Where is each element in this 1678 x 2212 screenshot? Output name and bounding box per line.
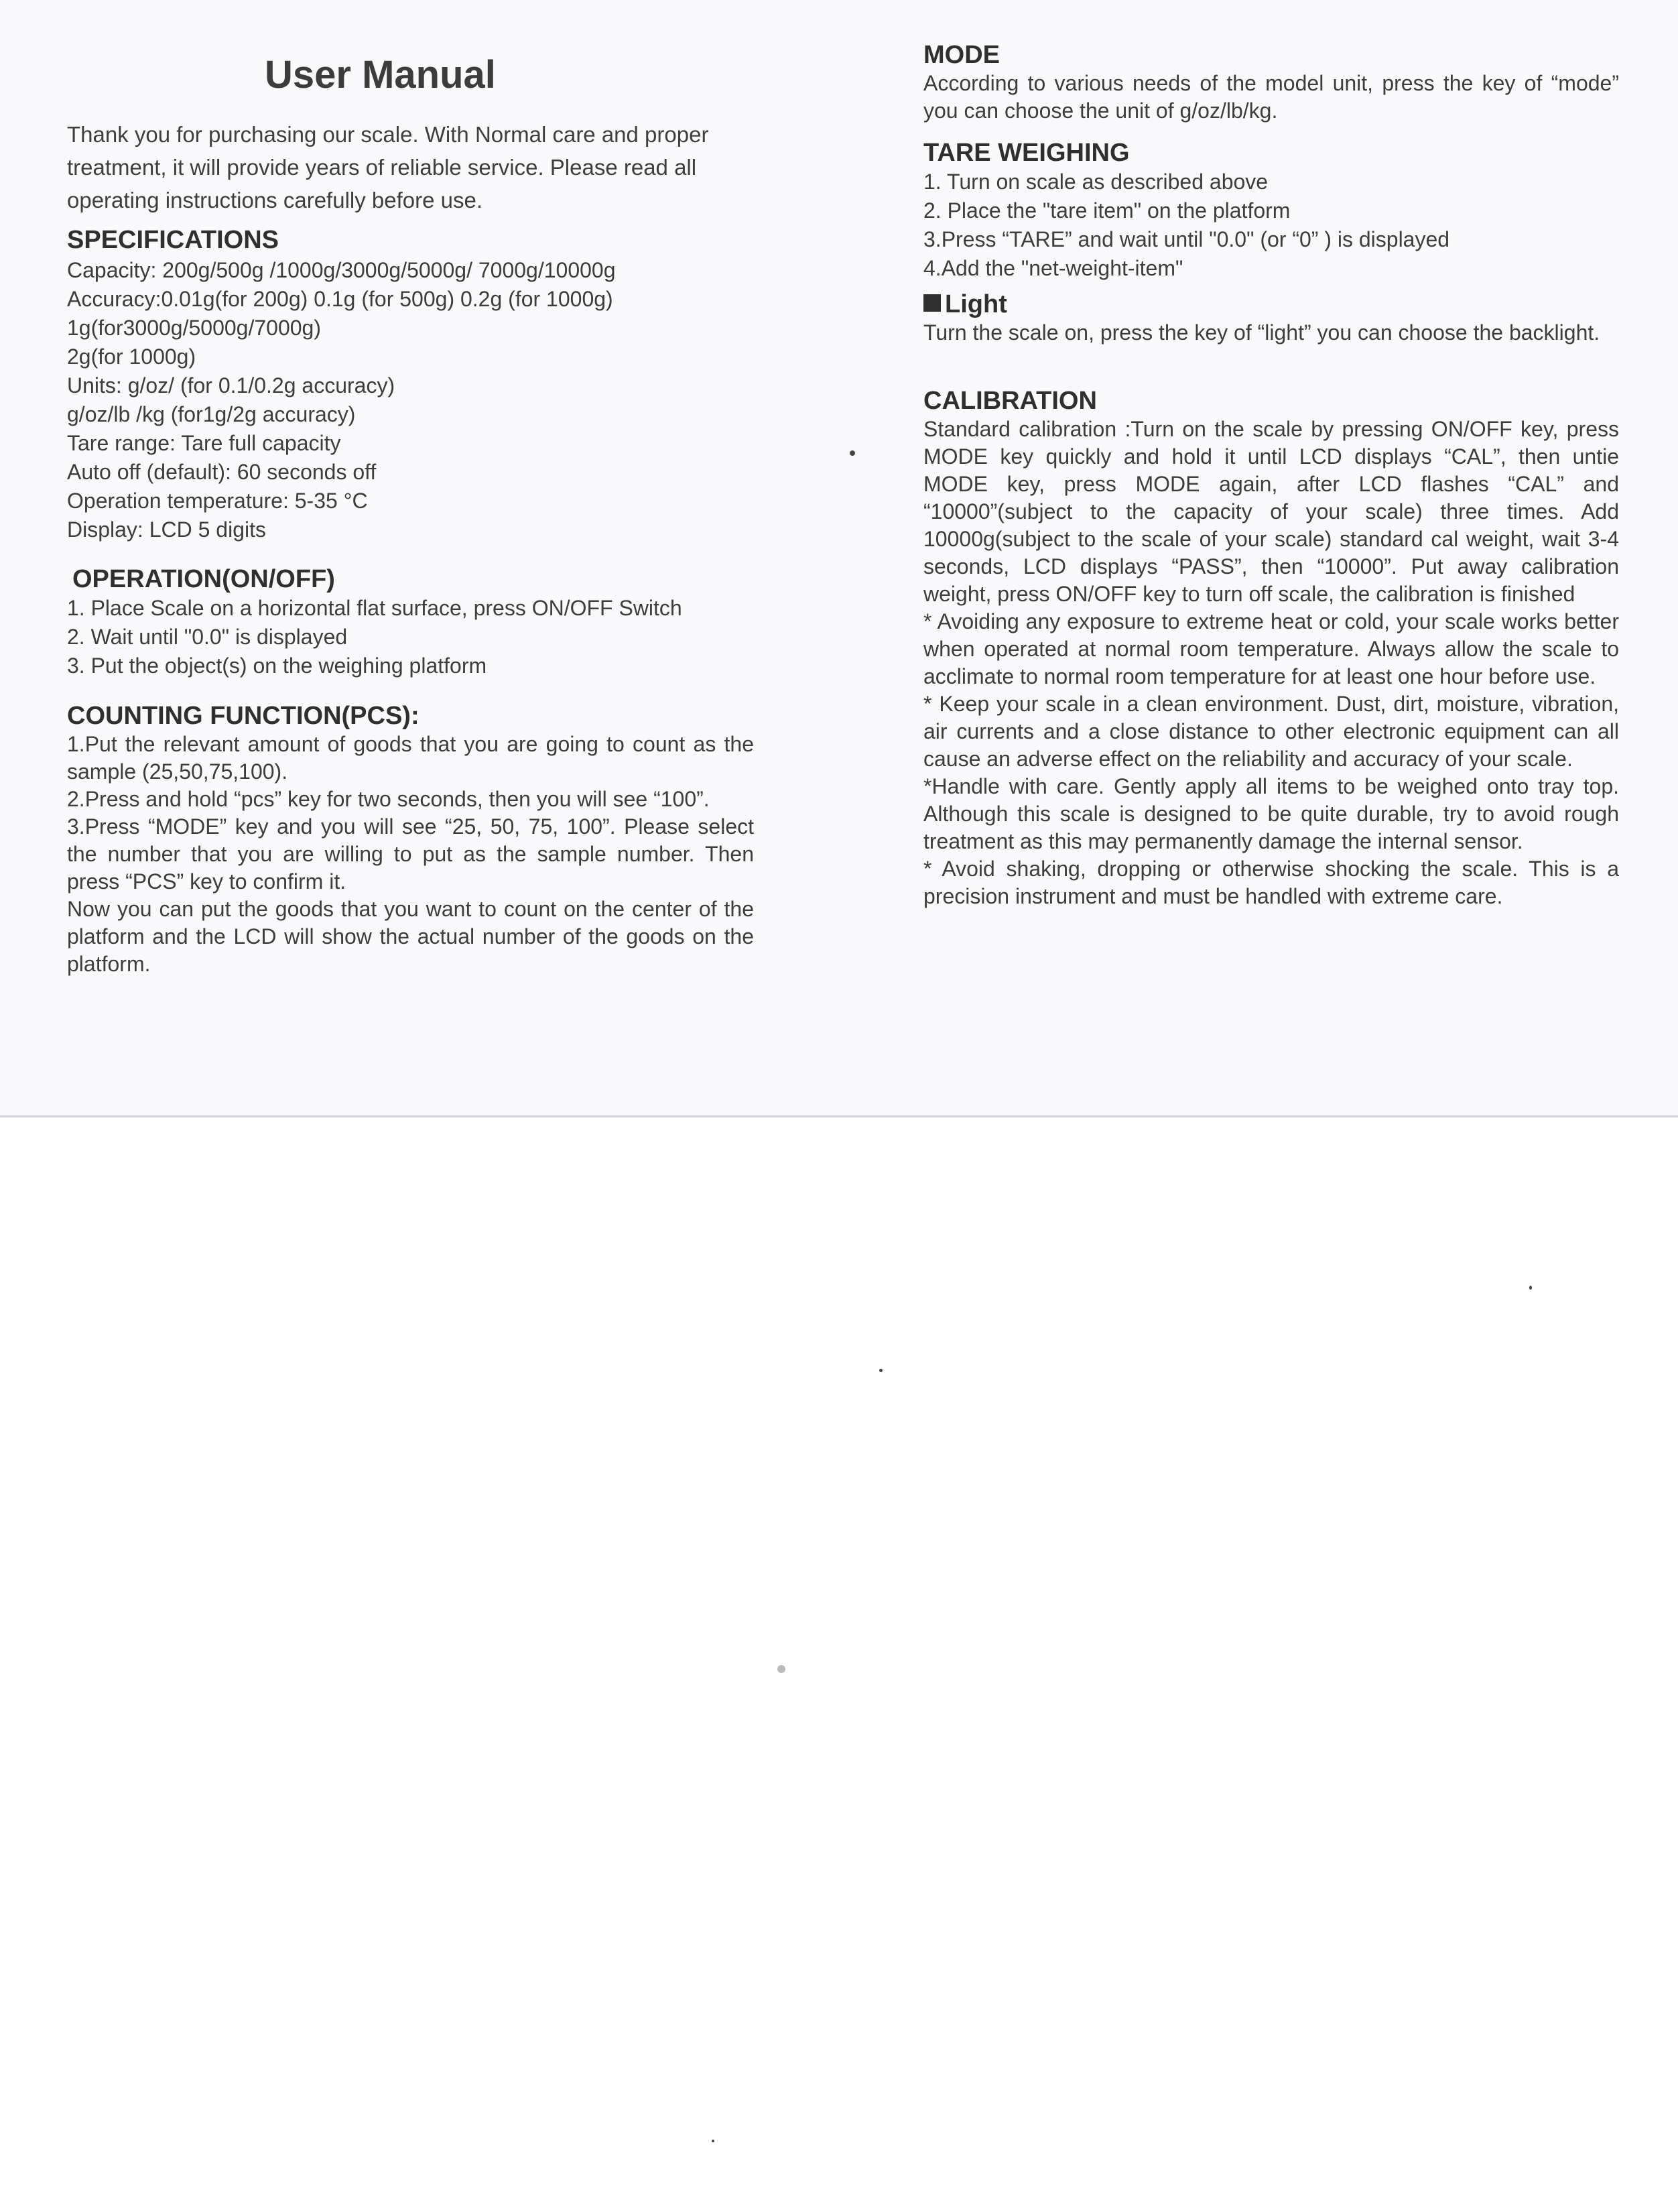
calibration-section bbox=[923, 386, 1619, 910]
specifications-heading: SPECIFICATIONS bbox=[67, 226, 279, 254]
scan-speck bbox=[1529, 1286, 1532, 1290]
counting-paragraph: Now you can put the goods that you want to count on the center of the platform and the LCD will show the actual number of the goods on the platform. bbox=[67, 897, 754, 976]
light-paragraph: Turn the scale on, press the key of “light” you can choose the backlight. bbox=[923, 320, 1600, 345]
tare-line: 1. Turn on scale as described above bbox=[923, 170, 1269, 194]
tare-line: 2. Place the "tare item" on the platform bbox=[923, 198, 1291, 223]
page-title: User Manual bbox=[265, 53, 496, 97]
spec-line: Units: g/oz/ (for 0.1/0.2g accuracy) bbox=[67, 373, 395, 397]
scan-speck bbox=[879, 1369, 883, 1372]
specifications-section bbox=[67, 225, 764, 544]
intro-paragraph: Thank you for purchasing our scale. With Normal care and proper treatment, it will provide years of reliable service. Please read all operating instructions carefully before use. bbox=[67, 122, 709, 212]
tare-section bbox=[923, 138, 1619, 283]
counting-section bbox=[67, 701, 754, 978]
scan-speck bbox=[777, 1665, 785, 1673]
spec-line: g/oz/lb /kg (for1g/2g accuracy) bbox=[67, 402, 356, 426]
calibration-paragraph: *Handle with care. Gently apply all items to be weighed onto tray top. Although this scale is designed to be quite durable, try to avoid rough treatment as this may permanently damage the internal sensor. bbox=[923, 774, 1619, 853]
light-heading: Light bbox=[945, 290, 1007, 318]
operation-line: 1. Place Scale on a horizontal flat surface, press ON/OFF Switch bbox=[67, 596, 682, 620]
tare-line: 3.Press “TARE” and wait until "0.0" (or “0” ) is displayed bbox=[923, 227, 1450, 251]
spec-line: Operation temperature: 5-35 °C bbox=[67, 489, 368, 513]
calibration-paragraph: * Avoid shaking, dropping or otherwise shocking the scale. This is a precision instrument and must be handled with extreme care. bbox=[923, 857, 1619, 908]
scan-speck bbox=[712, 2140, 714, 2142]
light-section bbox=[923, 290, 1619, 347]
mode-paragraph: According to various needs of the model unit, press the key of “mode” you can choose the unit of g/oz/lb/kg. bbox=[923, 71, 1619, 123]
calibration-paragraph: Standard calibration :Turn on the scale by pressing ON/OFF key, press MODE key quickly and hold it until LCD displays “CAL”, then untie MODE key, press MODE again, after LCD flashes “CAL” and “10000”(subject to the capacity of your scale) three times. Add 10000g(subject to the scale of your scale) standard cal weight, wait 3-4 seconds, LCD displays “PASS”, then “10000”. Put away calibration weight, press ON/OFF key to turn off scale, the calibration is finished bbox=[923, 417, 1619, 606]
calibration-paragraph: * Keep your scale in a clean environment. Dust, dirt, moisture, vibration, air currents and a close distance to other electronic equipment can all cause an adverse effect on the reliability and accuracy of your scale. bbox=[923, 692, 1619, 771]
spec-line: Accuracy:0.01g(for 200g) 0.1g (for 500g) 0.2g (for 1000g) bbox=[67, 287, 613, 311]
spec-line: 2g(for 1000g) bbox=[67, 345, 196, 369]
scan-speck bbox=[850, 450, 855, 456]
spec-line: Capacity: 200g/500g /1000g/3000g/5000g/ 7000g/10000g bbox=[67, 258, 616, 282]
operation-section bbox=[67, 564, 769, 680]
operation-heading: OPERATION(ON/OFF) bbox=[72, 565, 335, 593]
fold-line bbox=[0, 1115, 1678, 1117]
operation-line: 3. Put the object(s) on the weighing platform bbox=[67, 654, 487, 678]
tare-line: 4.Add the "net-weight-item" bbox=[923, 256, 1183, 280]
tare-heading: TARE WEIGHING bbox=[923, 139, 1130, 167]
spec-line: Auto off (default): 60 seconds off bbox=[67, 460, 377, 484]
spec-line: Display: LCD 5 digits bbox=[67, 517, 266, 542]
calibration-paragraph: * Avoiding any exposure to extreme heat or cold, your scale works better when operated at normal room temperature. Always allow the scale to acclimate to normal room temperature for at least one hour before use. bbox=[923, 609, 1619, 688]
spec-line: Tare range: Tare full capacity bbox=[67, 431, 341, 455]
calibration-heading: CALIBRATION bbox=[923, 387, 1097, 415]
spec-line: 1g(for3000g/5000g/7000g) bbox=[67, 316, 321, 340]
mode-section bbox=[923, 40, 1619, 125]
square-bullet-icon bbox=[923, 294, 941, 312]
counting-paragraph: 3.Press “MODE” key and you will see “25, 50, 75, 100”. Please select the number that you are willing to put as the sample number. Then press “PCS” key to confirm it. bbox=[67, 814, 754, 894]
counting-paragraph: 1.Put the relevant amount of goods that you are going to count as the sample (25,50,75,100). bbox=[67, 732, 754, 784]
operation-line: 2. Wait until "0.0" is displayed bbox=[67, 625, 348, 649]
mode-heading: MODE bbox=[923, 41, 1000, 69]
counting-paragraph: 2.Press and hold “pcs” key for two seconds, then you will see “100”. bbox=[67, 787, 710, 811]
counting-heading: COUNTING FUNCTION(PCS): bbox=[67, 702, 420, 730]
